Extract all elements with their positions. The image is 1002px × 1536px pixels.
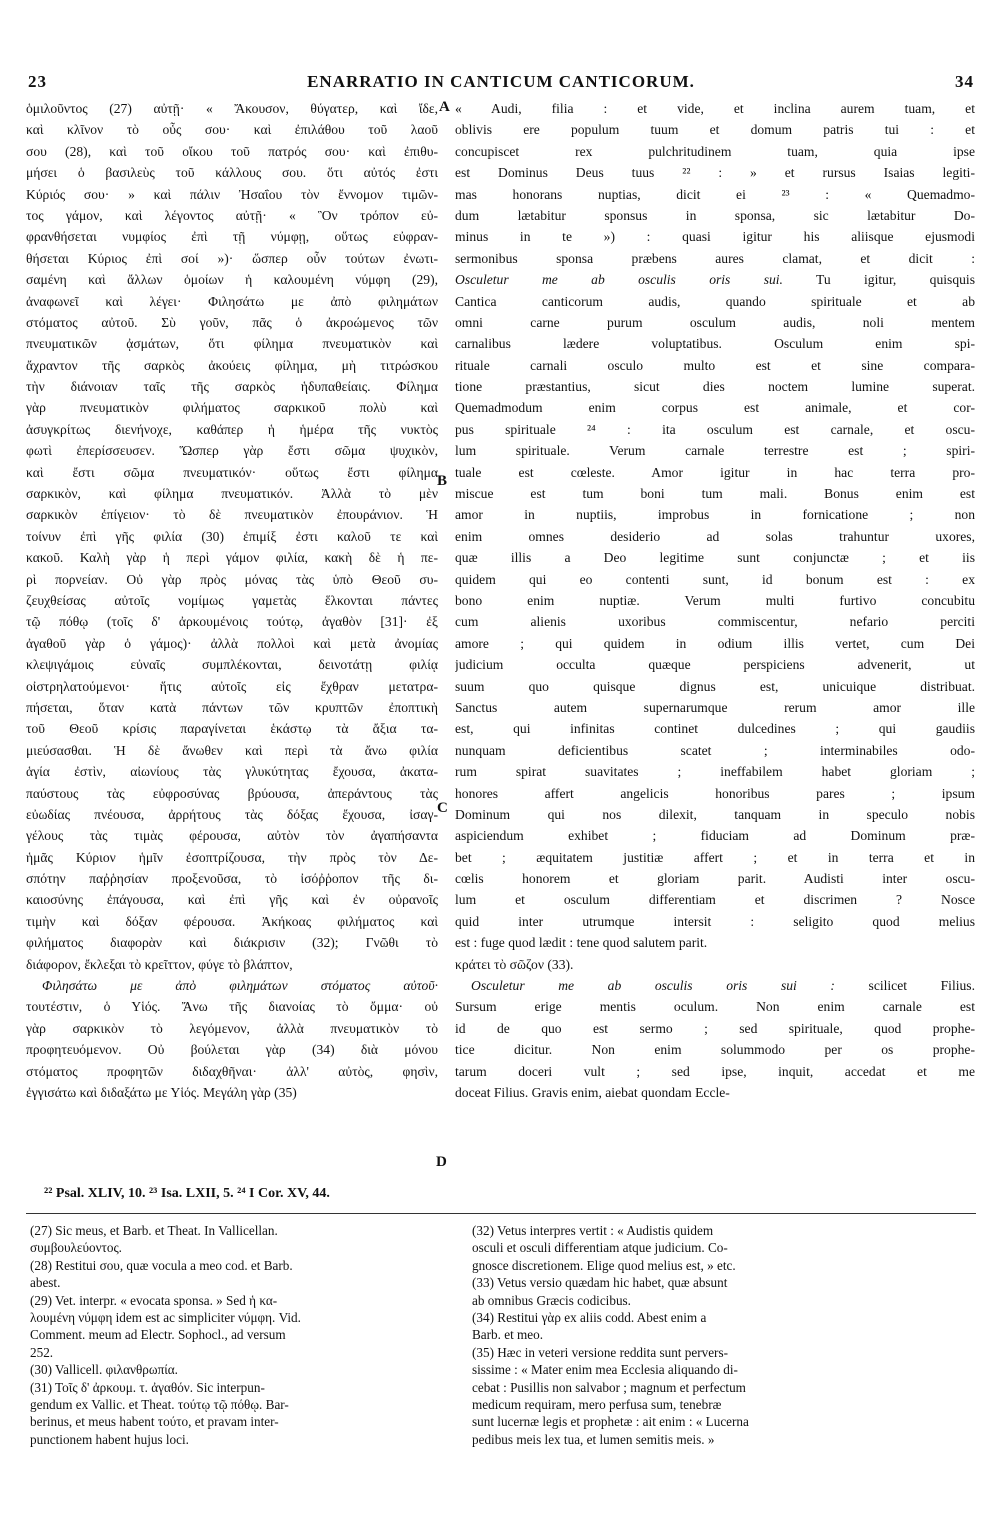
latin-line-line: minus in te ») : quasi igitur his aliisque ejusmodi <box>455 229 975 245</box>
notes-left-line: (29) Vet. interpr. « evocata sponsa. » Sed ἡ κα- <box>30 1292 278 1308</box>
latin-line-line: tione præstantius, sicut dies noctem lumine superat. <box>455 379 975 395</box>
greek-line-line: Φιλησάτω με ἀπὸ φιλημάτων στόματος αὐτοῦ· <box>42 978 438 994</box>
latin-line-line: suum quo quisque dignus est, unicuique distribuat. <box>455 678 975 694</box>
latin-line-line: nunquam deficientibus scatet ; interminabiles odo- <box>455 742 975 758</box>
greek-line-line: γὰρ πνευματικὸν φιλήματος σαρκικοῦ πολὺ καὶ <box>26 400 438 416</box>
greek-line-line: οἰστρηλατούμενοι· ἥτις αὐτοῖς εἰς ἔχθραν μετατρα- <box>26 678 438 694</box>
notes-right-line: pedibus meis lex tua, et lumen semitis meis. » <box>472 1431 715 1447</box>
latin-line-line: omni carne purum osculum audis, noli mentem <box>455 314 975 330</box>
latin-line-line: lum et osculum differentiam et discrimen ? Nosce <box>455 892 975 908</box>
notes-left-line: λουμένη νύμφη idem est ac simpliciter νύμφη. Vid. <box>30 1310 301 1326</box>
latin-line-line: cœlis honorem et gloriam parit. Audisti inter oscu- <box>455 871 975 887</box>
notes-left-line: (31) Τοῖς δ' ἀρκουμ. τ. ἀγαθόν. Sic interpun- <box>30 1379 265 1395</box>
notes-right-line: Barb. et meo. <box>472 1327 544 1343</box>
running-header <box>28 72 974 96</box>
latin-line-line: concupiscet rex pulchritudinem tuam, quia ipse <box>455 143 975 159</box>
latin-line-line: aspiciendum exhibet ; fiduciam ad Dominum præ- <box>455 828 975 844</box>
greek-line-line: τοῦ Θεοῦ κρίσις παραγίνεται ἑκάστῳ τὰ ἄξια τα- <box>26 721 438 737</box>
latin-line-line: Osculetur me ab osculis oris sui : scilicet Filius. <box>471 978 975 994</box>
greek-line-line: ἁγία ἐστὶν, αἰωνίους τὰς γλυκύτητας ἔχουσα, ἀκατα- <box>26 764 438 780</box>
latin-line-line: est : fuge quod lædit : tene quod salutem parit. <box>455 935 708 951</box>
notes-right-line: (32) Vetus interpres vertit : « Audistis quidem <box>472 1223 714 1238</box>
latin-line-line: quid inter utrumque intersit : seligito quod melius <box>455 913 975 929</box>
greek-line-line: ἄχραντον τῆς σαρκὸς ἀκούεις φίλημα, μὴ τιτρώσκου <box>26 357 438 373</box>
greek-line-line: στόματος αὐτοῦ. Σὺ γοῦν, πᾶς ὁ ἀκροώμενος τῶν <box>26 314 438 330</box>
latin-line-line: est Dominus Deus tuus ²² : » et rursus Isaias legiti- <box>455 165 975 181</box>
greek-line-line: ἀσυγκρίτως διενήνοχε, καθάπερ ἡ ἡμέρα τῆς νυκτὸς <box>26 421 438 437</box>
notes-left-line: Comment. meum ad Electr. Sophocl., ad versum <box>30 1327 286 1343</box>
margin-letter-a: A <box>439 99 450 115</box>
latin-line-line: tice dicitur. Non enim solummodo per os prophe- <box>455 1042 975 1058</box>
notes-right-line: sunt lucernæ legis et prophetæ : ait enim : « Lucerna <box>472 1414 749 1430</box>
margin-letter-c: C <box>437 800 448 816</box>
notes-right-line: gnosce discretionem. Elige quod melius est, » etc. <box>472 1257 736 1273</box>
margin-letter-d: D <box>436 1154 447 1170</box>
latin-line-line: id de quo est sermo ; sed spirituale, quod prophe- <box>455 1020 975 1036</box>
notes-left-line: (28) Restitui σου, quæ vocula a meo cod. et Barb. <box>30 1257 293 1273</box>
greek-line-line: ζευχθείσας αὐτοῖς νομίμως γαμετὰς ἕλκονται πάντες <box>26 592 438 608</box>
notes-left-line: berinus, et meus habent τούτο, et pravam inter- <box>30 1414 279 1430</box>
greek-line-line: σου (28), καὶ τοῦ οἴκου τοῦ πατρός σου· καὶ ἐπιθυ- <box>26 143 438 159</box>
greek-line-line: φωτὶ ἐπερίσσευσεν. Ὥσπερ γὰρ ἔστι σῶμα ψυχικὸν, <box>26 443 438 459</box>
footnotes-right <box>472 1222 977 1448</box>
greek-line-line: ἡμᾶς Κύριον ἡμῖν ἐσοπτρίζουσα, τὴν πρὸς τὸν Δε- <box>26 849 438 865</box>
footnotes-left <box>30 1222 445 1448</box>
latin-line-line: lum spirituale. Verum carnale terrestre est ; spiri- <box>455 443 975 459</box>
latin-line-line: Cantica canticorum audis, quando spirituale et ab <box>455 293 975 309</box>
footnote-divider <box>26 1213 976 1214</box>
greek-line-line: τος γάμον, καὶ λέγοντος αὐτῇ· « Ὃν τρόπον εὐ- <box>26 207 438 223</box>
latin-line-line: oblivis ere populum tuum et domum patris tui : et <box>455 122 975 138</box>
notes-left-line: gendum ex Vallic. et Theat. τούτῳ τῷ πόθῳ. Bar- <box>30 1397 289 1413</box>
notes-right-line: (35) Hæc in veteri versione reddita sunt pervers- <box>472 1344 728 1360</box>
latin-line-line: Sanctus autem supernarumque rerum amor ille <box>455 699 975 715</box>
greek-line-line: κλεψιγάμοις εὐναῖς συμπλέκονται, δεινοτάτῃ φιλίᾳ <box>26 657 438 673</box>
latin-line-line: carnalibus lædere voluptatibus. Osculum enim spi- <box>455 336 975 352</box>
greek-line-line: πνευματικῶν ᾀσμάτων, ὅτι φίλημα πνευματικὸν καὶ <box>26 336 438 352</box>
notes-right-line: ab omnibus Græcis codicibus. <box>472 1292 631 1308</box>
latin-line-line: pus spirituale ²⁴ : ita osculum est carnale, et oscu- <box>455 421 975 437</box>
latin-line-line: mas honorans nuptias, dicit ei ²³ : « Quemadmo- <box>455 186 975 202</box>
greek-line-line: τιμὴν καὶ δόξαν φέρουσα. Ἀκήκοας φιλήματος καὶ <box>26 913 438 929</box>
column-number-right: 34 <box>955 72 974 91</box>
greek-line-line: μιεύσασθαι. Ἡ δὲ ἄνωθεν καὶ περὶ τὰ ἄνω φιλία <box>26 742 438 758</box>
greek-column <box>26 98 438 1103</box>
greek-line-line: Κύριός σου· » καὶ πάλιν Ἠσαΐου τὸν ἔννομον τιμῶν- <box>26 186 438 202</box>
latin-line-line: doceat Filius. Gravis enim, aiebat quondam Eccle- <box>455 1084 730 1100</box>
greek-line-line: κακοῦ. Καλὴ γὰρ ἡ περὶ γάμον φιλία, κακὴ δὲ ἡ πε- <box>26 550 438 566</box>
notes-left-line: punctionem habent hujus loci. <box>30 1431 189 1447</box>
latin-line-line: Osculetur me ab osculis oris sui. Tu igitur, quisquis <box>455 272 975 288</box>
notes-left-line: συμβουλεύοντος. <box>30 1240 122 1256</box>
notes-right-line: cebat : Pusillis non salvabor ; magnum et perfectum <box>472 1379 746 1395</box>
greek-line-line: προφητευόμενον. Οὐ βούλεται γὰρ (34) διὰ μόνου <box>26 1042 438 1058</box>
latin-line-line: cum alienis uxoribus commiscentur, nefario perciti <box>455 614 975 630</box>
latin-line-line: amore ; qui quidem in odium illis vertet, cum Dei <box>455 635 975 651</box>
greek-line-line: τὴν διάνοιαν ταῖς τῆς σαρκὸς ἡδυπαθείαις. Φίλημα <box>26 379 438 395</box>
greek-line-line: γὰρ σαρκικὸν τὸ λεγόμενον, ἀλλὰ πνευματικὸν τὸ <box>26 1020 438 1036</box>
latin-line-line: rum spirat suavitates ; ineffabilem habet gloriam ; <box>455 764 975 780</box>
latin-line-line: « Audi, filia : et vide, et inclina aurem tuam, et <box>455 101 975 116</box>
latin-line-line: κράτει τὸ σῶζον (33). <box>455 956 574 972</box>
scripture-references: ²² Psal. XLIV, 10. ²³ Isa. LXII, 5. ²⁴ I Cor. XV, 44. <box>44 1186 330 1201</box>
greek-line-line: μήσει ὁ βασιλεὺς τοῦ κάλλους σου. ὅτι αὐτός ἐστι <box>26 165 438 181</box>
notes-right-line: sissime : « Mater enim mea Ecclesia aliquando di- <box>472 1362 738 1378</box>
latin-line-line: sermonibus sponsa præbens aures clamat, et dicit : <box>455 250 975 266</box>
latin-line-line: judicium occulta quæque perspiciens advenerit, ut <box>455 657 975 673</box>
greek-line-line: καιοσύνης ἐπάγουσα, καὶ ἐπὶ γῆς καὶ ἐν οὐρανοῖς <box>26 892 438 908</box>
greek-line-line: τοίνυν ἐπὶ γῆς φιλία (30) ἐπιμίξ ἐστι καλοῦ τε καὶ <box>26 528 438 544</box>
latin-line-line: Dominum qui nos dilexit, tanquam in speculo nobis <box>455 806 975 822</box>
greek-line-line: τῷ πόθῳ (τοῖς δ' ἀρκουμένοις τούτῳ, ἀγαθὸν [31]· ἐξ <box>26 614 438 630</box>
greek-line-line: γέλους τὰς τιμὰς φέρουσα, αὐτὸν τὸν ἀγαπήσαντα <box>26 828 438 844</box>
notes-left-line: 252. <box>30 1344 54 1360</box>
greek-line-line: ἐγγισάτω καὶ διδαξάτω με Υἱός. Μεγάλη γὰρ (35) <box>26 1084 297 1100</box>
latin-line-line: miscue est tum boni tum mali. Bonus enim est <box>455 486 975 502</box>
greek-line-line: σαρκικὸν, καὶ φίλημα πνευματικόν. Ἀλλὰ τὸ μὲν <box>26 486 438 502</box>
latin-line-line: bet ; æquitatem justitiæ affert ; et in terra et in <box>455 849 975 865</box>
latin-line-line: honores affert angelicis honoribus pares ; ipsum <box>455 785 975 801</box>
notes-left-line: abest. <box>30 1275 61 1291</box>
greek-line-line: θήσεται Κύριος ἐπὶ σοί »)· ὥσπερ οὖν τούτων ἐνωτι- <box>26 250 438 266</box>
notes-right-line: (33) Vetus versio quædam hic habet, quæ absunt <box>472 1275 728 1291</box>
greek-line-line: ὁμιλοῦντος (27) αὐτῇ· « Ἄκουσον, θύγατερ, καὶ ἴδε, <box>26 101 438 116</box>
latin-line-line: tarum doceri vult ; sed ipse, inquit, accedat et me <box>455 1063 975 1079</box>
latin-line-line: quidem qui eo contenti sunt, id bonum est : ex <box>455 571 975 587</box>
latin-column <box>455 98 975 1103</box>
latin-line-line: amor in nuptiis, improbus in fornicatione ; non <box>455 507 975 523</box>
greek-line-line: καὶ ἔστι σῶμα πνευματικόν· οὕτως ἔστι φίλημα <box>26 464 438 480</box>
greek-line-line: καὶ κλῖνον τὸ οὖς σου· καὶ ἐπιλάθου τοῦ λαοῦ <box>26 122 438 138</box>
greek-line-line: ἀγαθοῦ γὰρ ὁ γάμος)· ἀλλὰ πολλοὶ καὶ μετὰ ἀνομίας <box>26 635 438 651</box>
notes-left-line: (30) Vallicell. φιλανθρωπία. <box>30 1362 178 1378</box>
greek-line-line: ἀναφωνεῖ καὶ λέγει· Φιλησάτω με ἀπὸ φιλημάτων <box>26 293 438 309</box>
greek-line-line: διάφορον, ἔκλεξαι τὸ κρεῖττον, φύγε τὸ βλάπτον, <box>26 956 293 972</box>
greek-line-line: πήσεται, ὅταν κατὰ πάντων τῶν κρυπτῶν ἐποπτικὴ <box>26 699 438 715</box>
latin-line-line: bono enim nuptiæ. Verum multi furtivo concubitu <box>455 592 975 608</box>
greek-line-line: παύστους τὰς εὐφροσύνας βρύουσα, ἀπεράντους τὰς <box>26 785 438 801</box>
latin-line-line: dum lætabitur sponsus in sponsa, sic lætabitur Do- <box>455 207 975 223</box>
latin-line-line: Quemadmodum enim corpus est animale, et cor- <box>455 400 975 416</box>
latin-line-line: est, qui infinitas continet dulcedines ; qui gaudiis <box>455 721 975 737</box>
margin-letter-b: B <box>437 473 448 489</box>
notes-left-line: (27) Sic meus, et Barb. et Theat. In Vallicellan. <box>30 1223 278 1238</box>
notes-right-line: osculi et osculi differentiam atque judicium. Co- <box>472 1240 728 1256</box>
notes-right-line: (34) Restitui γὰρ ex aliis codd. Abest enim a <box>472 1310 707 1326</box>
latin-line-line: quæ illis a Deo legitime sunt conjunctæ ; et iis <box>455 550 975 566</box>
greek-line-line: σπότην παῤῥησίαν προξενοῦσα, τὸ ἰσόῤῥοπον τῆς δι- <box>26 871 438 887</box>
greek-line-line: εὐωδίας πνέουσα, ἀρρήτους τὰς δόξας ἔχουσα, ἰσαγ- <box>26 806 438 822</box>
latin-line-line: rituale carnali osculo multo est et sine compara- <box>455 357 975 373</box>
greek-line-line: τουτέστιν, ὁ Υἱός. Ἄνω τῆς διανοίας τὸ ὄμμα· οὐ <box>26 999 438 1015</box>
notes-right-line: medicum requiram, mero perfusa sum, tenebræ <box>472 1397 722 1413</box>
greek-line-line: στόματος προφητῶν διδαχθῆναι· ἀλλ' αὐτὸς, φησὶν, <box>26 1063 438 1079</box>
latin-line-line: Sursum erige mentis oculum. Non enim carnale est <box>455 999 975 1015</box>
greek-line-line: φιλήματος διαφορὰν καὶ διάκρισιν (32); Γνῶθι τὸ <box>26 935 438 951</box>
latin-line-line: enim omnes desiderio ad solas trahuntur uxores, <box>455 528 975 544</box>
running-title: ENARRATIO IN CANTICUM CANTICORUM. <box>307 72 695 91</box>
greek-line-line: σαρκικὸν ἐπίγειον· τὸ δὲ πνευματικὸν ἐπουράνιον. Ἡ <box>26 507 438 523</box>
latin-line-line: tuale est cœleste. Amor igitur in hac terra pro- <box>455 464 975 480</box>
greek-line-line: ρὶ πορνείαν. Οὐ γὰρ πρὸς μόνας τὰς ὑπὸ Θεοῦ συ- <box>26 571 438 587</box>
greek-line-line: φρανθήσεται νυμφίος ἐπὶ τῇ νύμφῃ, οὕτως εὐφραν- <box>26 229 438 245</box>
column-number-left: 23 <box>28 72 47 91</box>
greek-line-line: σαμένη καὶ ἄλλων ὁμοίων ἡ καλουμένη νύμφη (29), <box>26 272 438 288</box>
